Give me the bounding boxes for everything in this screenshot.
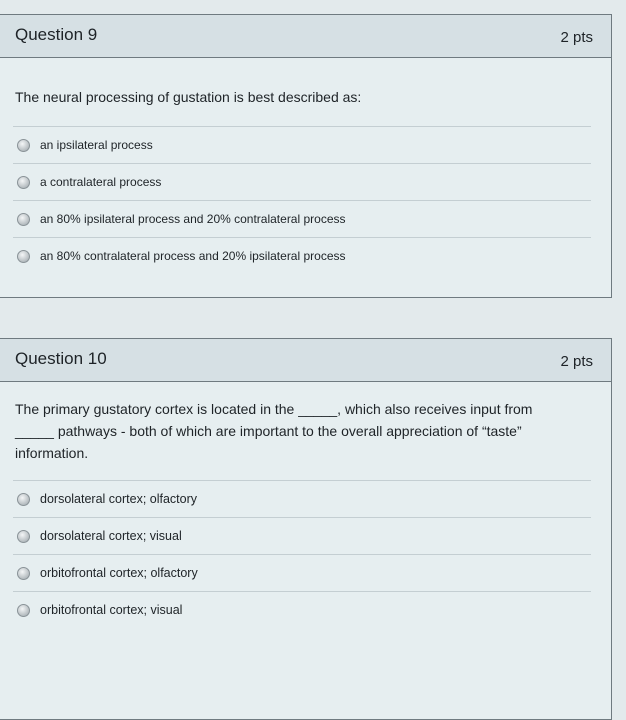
radio-button[interactable] xyxy=(17,176,30,189)
question-text: The neural processing of gustation is best described as: xyxy=(15,89,362,105)
answer-option[interactable] xyxy=(13,127,591,164)
question-header xyxy=(0,339,611,382)
answer-label: an 80% contralateral process and 20% ipsilateral process xyxy=(40,249,346,263)
answer-option[interactable] xyxy=(13,555,591,592)
question-header xyxy=(0,15,611,58)
question-points: 2 pts xyxy=(560,29,593,46)
radio-button[interactable] xyxy=(17,213,30,226)
answer-option[interactable] xyxy=(13,592,591,628)
radio-button[interactable] xyxy=(17,493,30,506)
question-9-card xyxy=(0,14,612,298)
answer-option[interactable] xyxy=(13,481,591,518)
radio-button[interactable] xyxy=(17,250,30,263)
answer-label: dorsolateral cortex; olfactory xyxy=(40,492,198,506)
answer-option[interactable] xyxy=(13,238,591,274)
radio-button[interactable] xyxy=(17,139,30,152)
question-text: The primary gustatory cortex is located in the _____, which also receives input from _____ pathways - both of which are important to the overall appreciation of “taste” information. xyxy=(15,401,533,461)
answer-option[interactable] xyxy=(13,518,591,555)
answer-options xyxy=(13,126,591,274)
question-title: Question 10 xyxy=(15,349,107,368)
answer-label: an 80% ipsilateral process and 20% contralateral process xyxy=(40,212,346,226)
answer-option[interactable] xyxy=(13,201,591,238)
radio-button[interactable] xyxy=(17,604,30,617)
answer-option[interactable] xyxy=(13,164,591,201)
answer-options xyxy=(13,480,591,628)
answer-label: orbitofrontal cortex; visual xyxy=(40,603,183,617)
answer-label: dorsolateral cortex; visual xyxy=(40,529,182,543)
answer-label: orbitofrontal cortex; olfactory xyxy=(40,566,198,580)
question-title: Question 9 xyxy=(15,25,98,44)
question-points: 2 pts xyxy=(560,353,593,370)
radio-button[interactable] xyxy=(17,530,30,543)
question-10-card xyxy=(0,338,612,720)
answer-label: an ipsilateral process xyxy=(40,138,153,152)
radio-button[interactable] xyxy=(17,567,30,580)
answer-label: a contralateral process xyxy=(40,175,162,189)
